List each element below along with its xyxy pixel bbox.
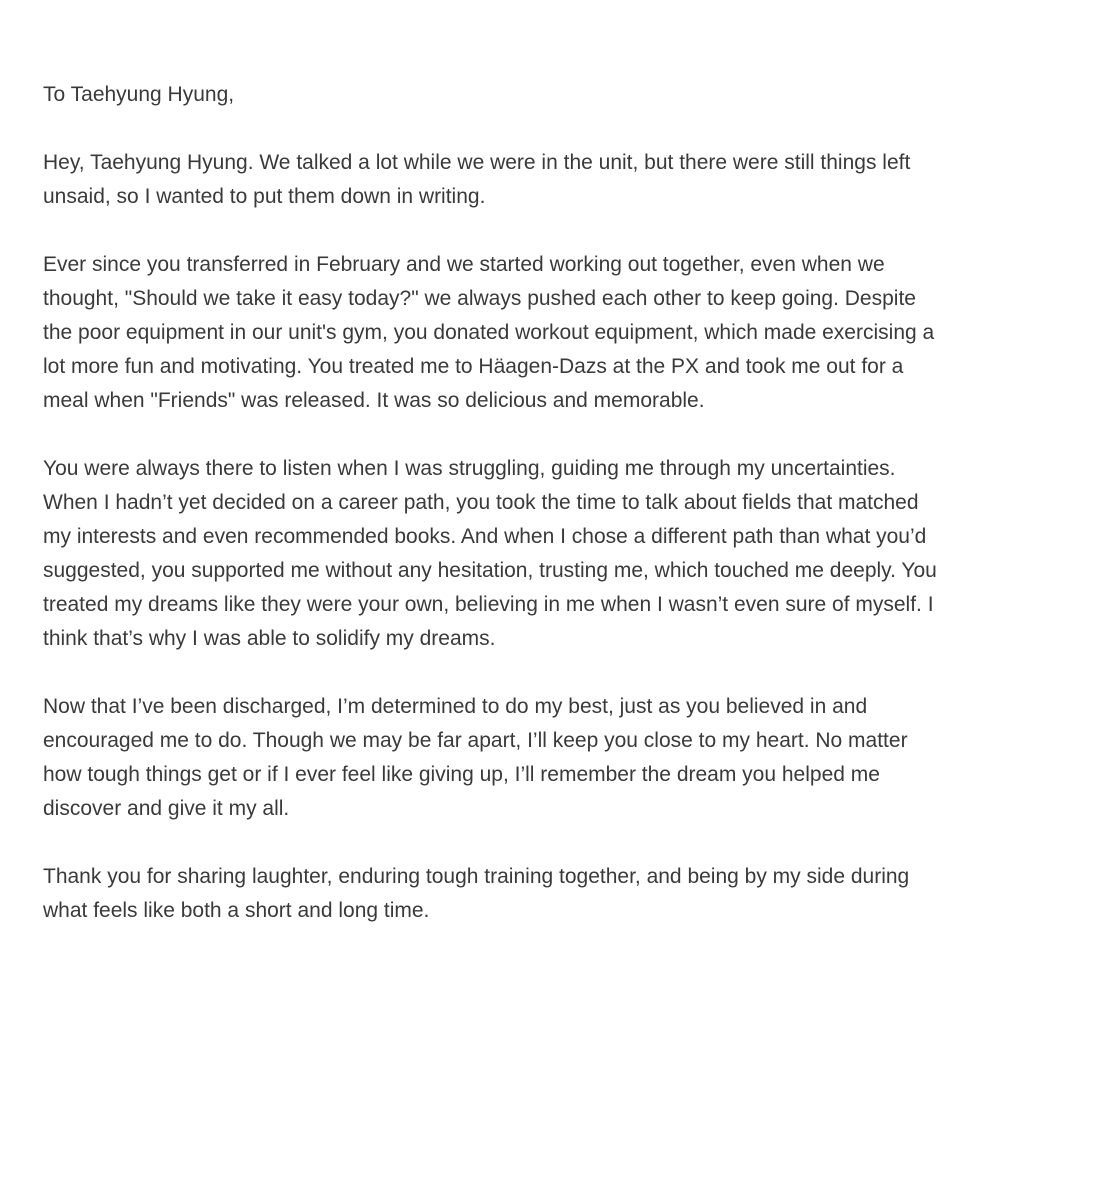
paragraph-line: treated my dreams like they were your own, believing in me when I wasn’t even sure of myself. I [43,593,934,616]
paragraph-line: lot more fun and motivating. You treated me to Häagen-Dazs at the PX and took me out for a [43,355,904,378]
paragraph-line: think that’s why I was able to solidify my dreams. [43,627,496,650]
paragraph-line: suggested, you supported me without any hesitation, trusting me, which touched me deeply. You [43,559,937,582]
paragraph-line: thought, "Should we take it easy today?" we always pushed each other to keep going. Despite [43,287,916,310]
letter-paragraph-1 [43,146,1083,214]
letter-paragraph-5 [43,860,1083,928]
letter-salutation [43,78,1083,112]
paragraph-line: the poor equipment in our unit's gym, you donated workout equipment, which made exercising a [43,321,935,344]
paragraph-line: my interests and even recommended books. And when I chose a different path than what you’d [43,525,927,548]
paragraph-line: Thank you for sharing laughter, enduring tough training together, and being by my side during [43,865,910,888]
paragraph-line: meal when "Friends" was released. It was so delicious and memorable. [43,389,705,412]
letter-paragraph-3 [43,452,1083,656]
paragraph-line: how tough things get or if I ever feel like giving up, I’ll remember the dream you helped me [43,763,880,786]
paragraph-line: discover and give it my all. [43,797,290,820]
salutation-line: To Taehyung Hyung, [43,83,235,106]
paragraph-line: Now that I’ve been discharged, I’m determined to do my best, just as you believed in and [43,695,868,718]
paragraph-line: When I hadn’t yet decided on a career path, you took the time to talk about fields that matched [43,491,919,514]
paragraph-line: what feels like both a short and long time. [43,899,430,922]
paragraph-line: Ever since you transferred in February and we started working out together, even when we [43,253,885,276]
letter-paragraph-4 [43,690,1083,826]
paragraph-line: You were always there to listen when I was struggling, guiding me through my uncertainties. [43,457,896,480]
letter-paragraph-2 [43,248,1083,418]
letter-body [43,78,1083,962]
paragraph-line: Hey, Taehyung Hyung. We talked a lot while we were in the unit, but there were still things left [43,151,911,174]
paragraph-line: encouraged me to do. Though we may be far apart, I’ll keep you close to my heart. No matter [43,729,908,752]
paragraph-line: unsaid, so I wanted to put them down in writing. [43,185,486,208]
